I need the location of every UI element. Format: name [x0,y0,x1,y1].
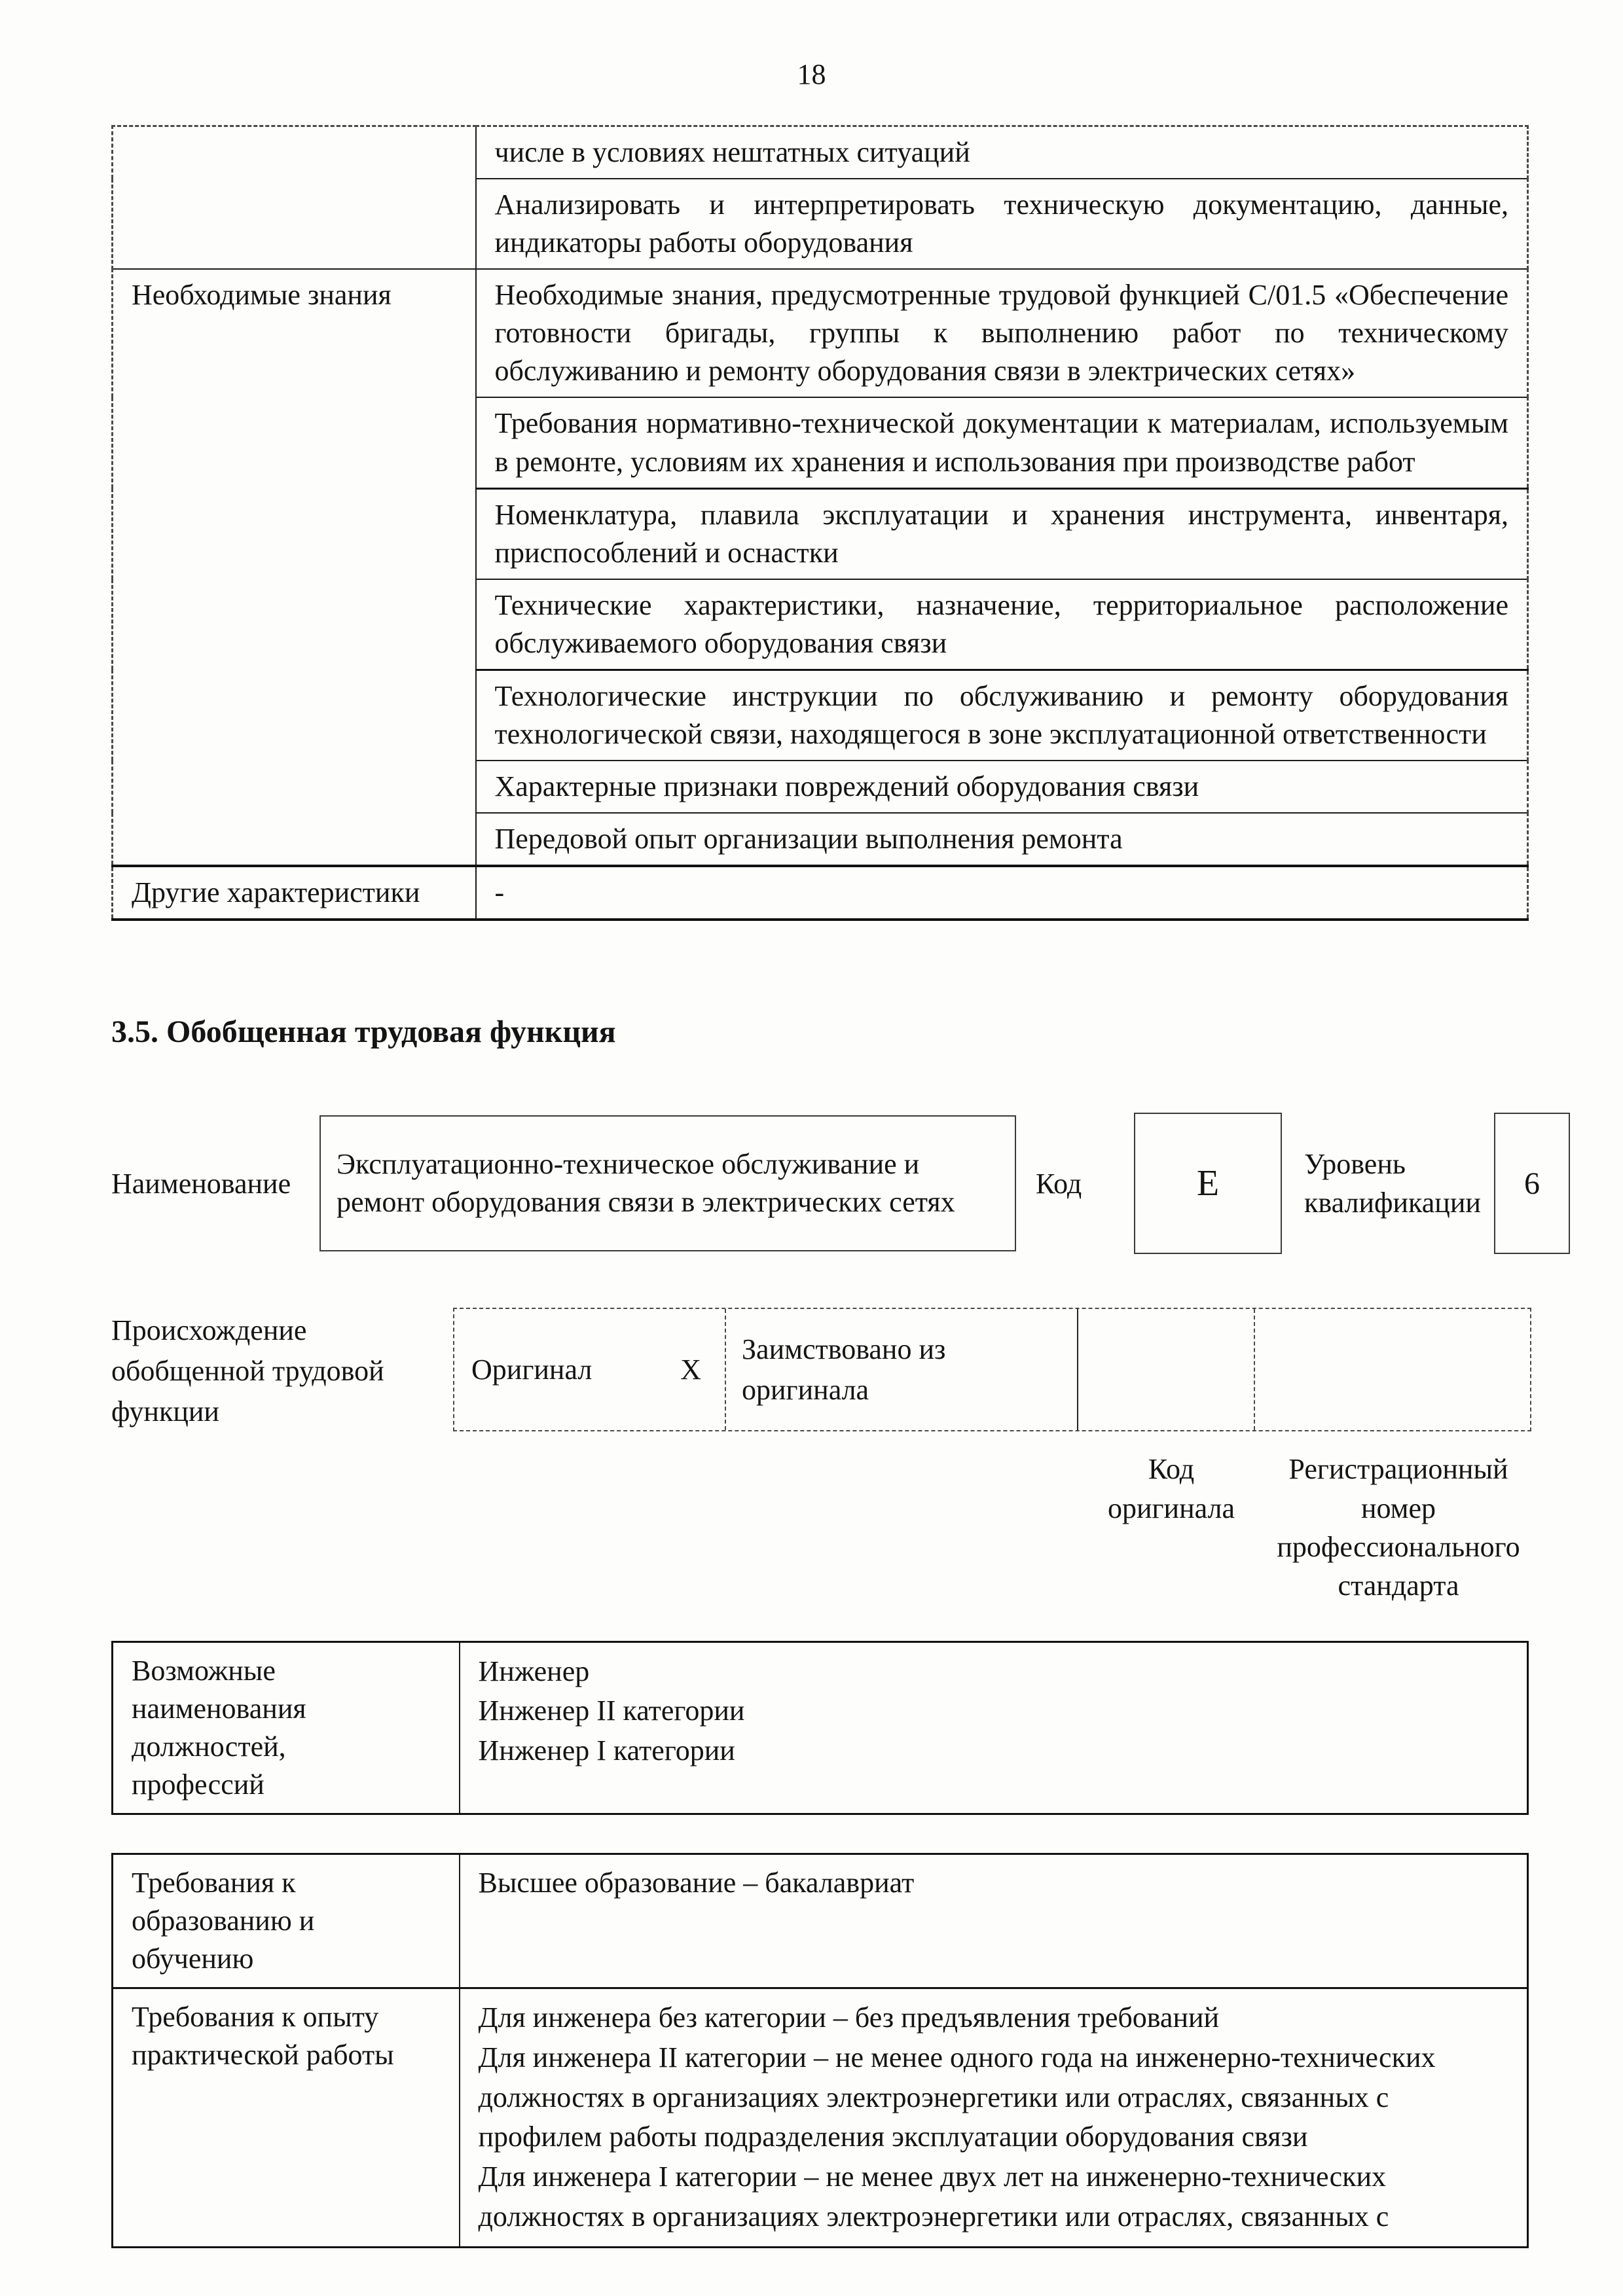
cell-values-titles [460,1641,1528,1814]
experience-item: Для инженера без категории – без предъявления требований [478,2001,1220,2034]
cell-label-empty [113,126,476,270]
origin-cell-borrowed [726,1309,1078,1430]
table-row [113,269,1528,397]
cell-values-experience [460,1988,1528,2247]
caption-origin-code: Код оригинала [1107,1453,1235,1524]
cell-label-experience: Требования к опыту практической работы [113,1988,460,2247]
cell-value: Передовой опыт организации выполнения ремонта [476,813,1528,866]
job-title: Инженер I категории [478,1734,735,1767]
gtf-name-value: Эксплуатационно-техническое обслуживание и ремонт оборудования связи в электрических сетях [337,1148,955,1219]
origin-cell-code-empty [1078,1309,1255,1430]
gtf-code-label: Код [1036,1167,1082,1200]
origin-borrowed-label: Заимствовано из оригинала [742,1333,946,1406]
cell-value: Технологические инструкции по обслуживанию и ремонту оборудования технологической связи, находящегося в зоне эксплуатационной ответственности [476,670,1528,761]
cell-value: Характерные признаки повреждений оборудования связи [476,761,1528,813]
gtf-code-value: Е [1196,1163,1220,1204]
cell-value: числе в условиях нештатных ситуаций [476,126,1528,179]
cell-value-education: Высшее образование – бакалавриат [460,1854,1528,1988]
gtf-name-label: Наименование [111,1167,291,1200]
cell-label-knowledge: Необходимые знания [113,269,476,866]
section-heading: 3.5. Обобщенная трудовая функция [111,1014,616,1050]
titles-table [111,1641,1529,1815]
origin-row [111,1308,1623,1431]
cell-value: Необходимые знания, предусмотренные трудовой функцией С/01.5 «Обеспечение готовности бригады, группы к выполнению работ по техническому обслуживанию и ремонту оборудования связи в электрических сетях» [476,269,1528,397]
gtf-level-box [1494,1113,1570,1254]
cell-value: Номенклатура, плавила эксплуатации и хранения инструмента, инвентаря, приспособлений и оснастки [476,488,1528,579]
job-title: Инженер II категории [478,1695,745,1727]
table-row [113,866,1528,920]
gtf-row [111,1113,1623,1254]
cell-label-titles: Возможные наименования должностей, профессий [113,1641,460,1814]
experience-item: Для инженера I категории – не менее двух лет на инженерно-технических должностях в организациях электроэнергетики или отраслях, связанных с [478,2161,1389,2233]
cell-value: Требования нормативно-технической документации к материалам, используемым в ремонте, условиям их хранения и использования при производстве работ [476,397,1528,488]
cell-label-other: Другие характеристики [113,866,476,920]
job-title: Инженер [478,1655,590,1687]
requirements-table [111,1853,1529,2248]
origin-captions [0,1450,1623,1605]
cell-value: Технические характеристики, назначение, территориальное расположение обслуживаемого оборудования связи [476,579,1528,670]
cell-value: Анализировать и интерпретировать техническую документацию, данные, индикаторы работы оборудования [476,179,1528,269]
cell-label-education: Требования к образованию и обучению [113,1854,460,1988]
gtf-level-value: 6 [1524,1166,1540,1201]
table-row [113,1854,1528,1988]
caption-reg-number: Регистрационный номер профессионального стандарта [1277,1453,1520,1602]
table-row [113,1641,1528,1814]
gtf-level-label: Уровень квалификации [1304,1147,1481,1219]
origin-label: Происхождение обобщенной трудовой функции [111,1314,384,1427]
origin-captions-spacer [0,1450,1082,1605]
cell-value: - [476,866,1528,920]
origin-cell-reg-empty [1255,1309,1530,1430]
origin-original-label: Оригинал [471,1354,593,1386]
table-row [113,126,1528,179]
origin-original-mark: X [680,1354,701,1386]
page-number: 18 [797,58,826,90]
origin-cell-original [454,1309,726,1430]
table-row [113,1988,1528,2247]
gtf-code-box [1134,1113,1282,1254]
origin-strip [453,1308,1531,1431]
gtf-name-box [319,1115,1016,1251]
knowledge-table [111,125,1529,921]
experience-item: Для инженера II категории – не менее одного года на инженерно-технических должностях в организациях электроэнергетики или отраслях, связанных с профилем работы подразделения эксплуатации оборудования связи [478,2041,1436,2153]
